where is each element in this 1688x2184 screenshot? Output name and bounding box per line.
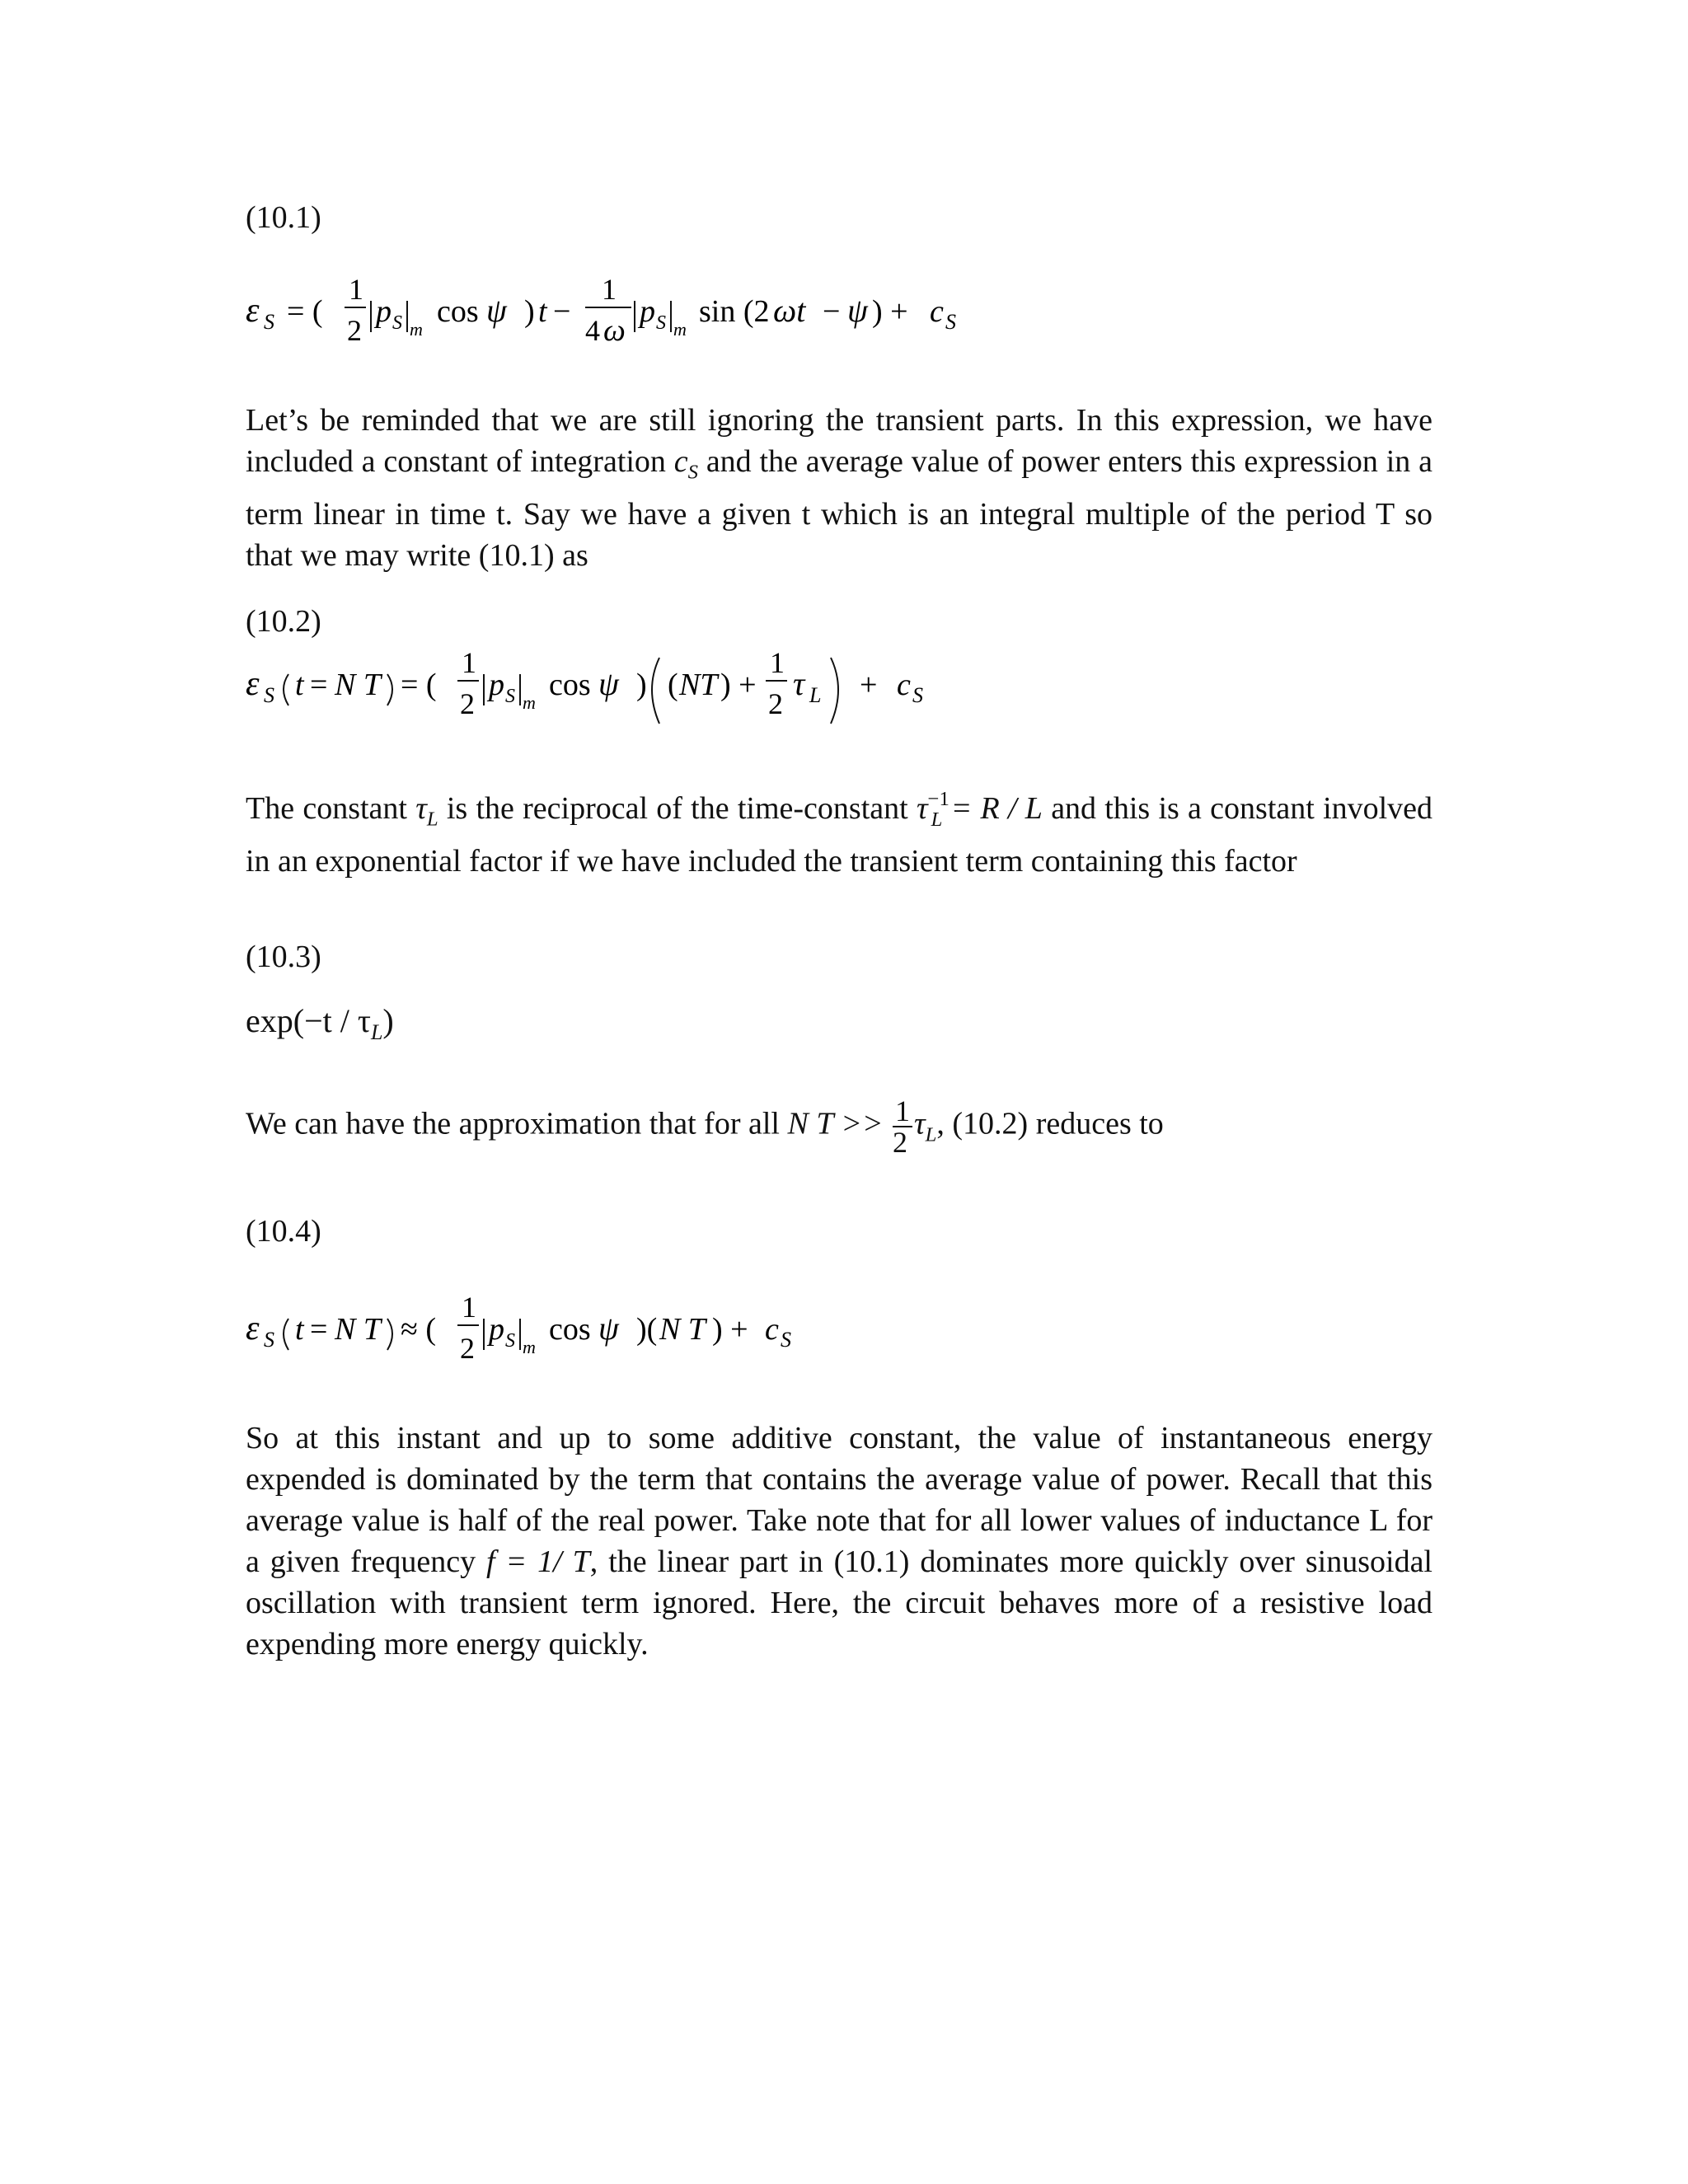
svg-text:c: c xyxy=(765,1312,779,1347)
svg-text:τ: τ xyxy=(793,665,805,702)
svg-text:= (: = ( xyxy=(287,294,323,329)
svg-text:N T: N T xyxy=(659,1312,706,1347)
svg-text:cos: cos xyxy=(549,668,591,702)
svg-text:−: − xyxy=(553,294,571,329)
equation-label-10-1: (10.1) xyxy=(246,200,321,235)
svg-text:p: p xyxy=(640,294,655,329)
svg-text:ω: ω xyxy=(603,313,626,348)
svg-text:S: S xyxy=(264,683,274,707)
inline-math-frequency: f = 1/ T xyxy=(486,1544,590,1579)
svg-text:sin (2: sin (2 xyxy=(699,294,770,329)
equation-label-10-4: (10.4) xyxy=(246,1214,321,1249)
svg-text:1: 1 xyxy=(770,646,785,679)
paragraph-4-text-a: So at this instant and up to some additive constant, the value of instantaneous energy expended is dominated by the term that contains the average value of power. Recall that this average value is half of the real power. Take note that for all lower values of inductance L for a given frequency xyxy=(246,1421,1432,1579)
paragraph-1-text-a: Let’s be reminded that we are still ignoring the transient parts. In this expression, we have included a constant of integration xyxy=(246,403,1432,479)
equation-10-4 xyxy=(246,1286,905,1376)
svg-text:m: m xyxy=(673,319,687,340)
svg-text:ψ: ψ xyxy=(598,1310,619,1347)
svg-text:S: S xyxy=(656,312,666,334)
equation-10-1 xyxy=(246,268,1037,359)
svg-text:(: ( xyxy=(668,668,678,702)
paragraph-2-text-b: is the reciprocal of the time-constant xyxy=(446,791,908,827)
svg-text:) +: ) + xyxy=(712,1312,748,1347)
svg-text:ψ: ψ xyxy=(598,665,619,702)
paragraph-4-text-b: , the linear part in (10.1) dominates more quickly over sinusoidal oscillation with transient term ignored. Here, the circuit behaves more of a resistive load expending more energy quickly. xyxy=(246,1544,1432,1661)
svg-text:S: S xyxy=(781,1328,791,1352)
svg-text:NT: NT xyxy=(679,668,718,702)
equation-10-3: $\exp(-t / \tau_L)$ xyxy=(246,1002,394,1045)
paragraph-2 xyxy=(246,779,1432,882)
svg-text:−: − xyxy=(823,294,841,329)
svg-text:=: = xyxy=(310,1312,328,1347)
svg-text:2: 2 xyxy=(460,1332,475,1365)
svg-text:1: 1 xyxy=(462,646,476,679)
paragraph-2-text-c: and this is a constant involved in an exponential factor if we have included the transient term containing this factor xyxy=(246,791,1433,879)
svg-text:S: S xyxy=(264,1328,274,1352)
paragraph-1-text-b: and the average value of power enters this expression in a term linear in time t. Say we have a given t which is an integral multiple of the period T so that we may write (10.1) as xyxy=(246,444,1432,573)
svg-text:ψ: ψ xyxy=(486,292,507,329)
paragraph-3: We can have the approximation that for all N T >> $\frac{1}{2}$ $\tau_L$, (10.2) reduces to xyxy=(246,1094,1164,1159)
paragraph-1 xyxy=(246,400,1432,576)
inline-math-tau-inverse: $\tau^{-1}_L = R / L$ xyxy=(916,788,1043,831)
svg-text:+: + xyxy=(860,668,878,702)
svg-text:p: p xyxy=(376,294,392,329)
svg-text:1: 1 xyxy=(602,273,617,306)
svg-text:2: 2 xyxy=(347,314,362,347)
paragraph-3-text-b: , (10.2) reduces to xyxy=(936,1106,1164,1141)
svg-text:2: 2 xyxy=(460,687,475,720)
svg-text:): ) xyxy=(524,294,535,329)
svg-text:S: S xyxy=(392,312,402,334)
svg-text:t: t xyxy=(538,294,547,329)
svg-text:cos: cos xyxy=(549,1312,591,1347)
svg-text:1: 1 xyxy=(349,273,363,306)
svg-text:t: t xyxy=(295,668,304,702)
inline-math-tau-l: $\tau_L$ xyxy=(415,791,438,831)
svg-text:=: = xyxy=(310,668,328,702)
svg-text:ε: ε xyxy=(246,292,260,330)
svg-text:L: L xyxy=(809,683,822,707)
svg-text:ε: ε xyxy=(246,1310,260,1347)
equation-label-10-3: (10.3) xyxy=(246,940,321,974)
svg-text:S: S xyxy=(505,686,515,707)
svg-text:c: c xyxy=(897,668,911,702)
paragraph-2-text-a: The constant xyxy=(246,791,407,827)
svg-text:m: m xyxy=(523,692,536,713)
svg-text:S: S xyxy=(264,310,274,334)
svg-text:m: m xyxy=(410,319,423,340)
svg-text:) +: ) + xyxy=(720,668,757,702)
svg-text:4: 4 xyxy=(585,314,600,347)
inline-math-c-s: $c_S$ xyxy=(673,444,698,484)
inline-math-nt: N T >> xyxy=(787,1106,884,1141)
svg-text:c: c xyxy=(930,294,944,329)
svg-text:N T: N T xyxy=(335,668,381,702)
svg-text:1: 1 xyxy=(462,1291,476,1324)
svg-text:)(: )( xyxy=(636,1312,658,1347)
svg-text:p: p xyxy=(489,668,504,702)
paragraph-4 xyxy=(246,1418,1432,1665)
svg-text:m: m xyxy=(523,1337,536,1357)
svg-text:ωt: ωt xyxy=(773,292,806,329)
svg-text:ε: ε xyxy=(246,665,260,703)
svg-text:ψ: ψ xyxy=(847,292,868,329)
svg-text:cos: cos xyxy=(437,294,479,329)
svg-text:S: S xyxy=(912,683,923,707)
svg-text:p: p xyxy=(489,1312,504,1347)
svg-text:≈ (: ≈ ( xyxy=(401,1312,437,1347)
svg-text:S: S xyxy=(945,310,956,334)
paragraph-3-text-a: We can have the approximation that for all xyxy=(246,1106,780,1141)
svg-text:2: 2 xyxy=(768,687,783,720)
equation-10-2 xyxy=(246,641,987,732)
svg-text:): ) xyxy=(636,668,647,702)
svg-text:t: t xyxy=(295,1312,304,1347)
svg-text:S: S xyxy=(505,1330,515,1352)
equation-label-10-2: (10.2) xyxy=(246,604,321,639)
svg-text:= (: = ( xyxy=(401,668,437,702)
svg-text:N T: N T xyxy=(335,1312,381,1347)
inline-fraction-half: $\frac{1}{2}$ xyxy=(893,1096,912,1157)
svg-text:) +: ) + xyxy=(872,294,908,329)
